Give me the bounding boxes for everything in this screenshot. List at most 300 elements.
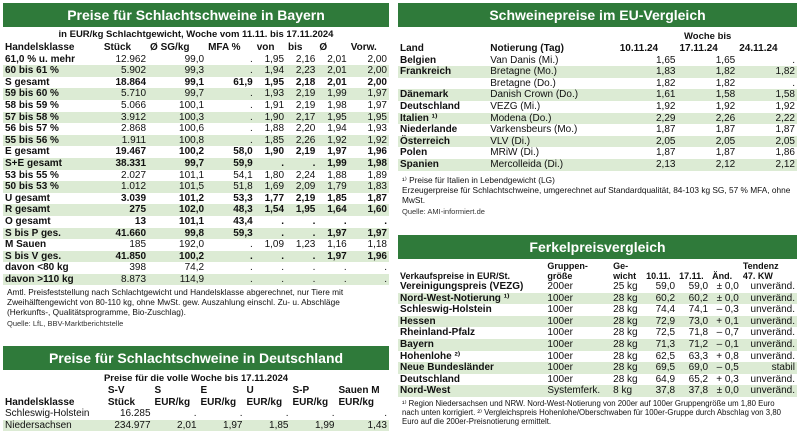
table-cell: 51,8 xyxy=(233,181,253,193)
table-cell: . xyxy=(193,408,197,420)
table-cell: 1,79 xyxy=(327,181,347,193)
column-header: S-V xyxy=(107,385,125,397)
table-row xyxy=(3,408,389,420)
table-cell: 74,2 xyxy=(184,262,205,274)
table-cell: 1,96 xyxy=(367,146,387,158)
table-cell: 1,85 xyxy=(269,419,289,431)
table-cell: 100er xyxy=(547,327,573,339)
table-cell: 1,96 xyxy=(367,250,387,262)
table-cell: 2,01 xyxy=(327,76,347,88)
column-header: Verkaufspreise in EUR/St. xyxy=(400,271,511,281)
table-cell: 1,82 xyxy=(656,77,676,89)
table-cell: unveränd. xyxy=(750,350,795,362)
table-row xyxy=(3,251,389,263)
table-row xyxy=(398,351,797,363)
table-cell: 2,01 xyxy=(327,65,347,77)
table-cell: . xyxy=(312,227,316,239)
table-cell: 1,85 xyxy=(327,192,347,204)
table-row xyxy=(398,385,797,397)
table-cell: . xyxy=(384,273,387,285)
table-cell: 71,3 xyxy=(655,339,676,351)
table-cell: 59,0 xyxy=(688,281,709,293)
ferkel-panel xyxy=(398,235,797,436)
table-cell: 1,97 xyxy=(367,227,387,239)
bayern-subtitle: in EUR/kg Schlachtgewicht, Woche vom 11.11. bis 17.11.2024 xyxy=(58,29,334,40)
table-cell: 69,5 xyxy=(655,362,676,374)
table-cell: 101,1 xyxy=(179,169,205,181)
ferkel-title: Ferkelpreisvergleich xyxy=(398,235,797,259)
column-header: Ø xyxy=(319,42,328,54)
table-cell: 1,95 xyxy=(264,76,285,88)
table-cell: 99,3 xyxy=(184,65,205,77)
table-cell: 2,29 xyxy=(656,112,676,124)
eu-note-1: ¹⁾ Preise für Italien in Lebendgewicht (LG) xyxy=(402,174,555,185)
table-cell: 1,87 xyxy=(656,124,676,136)
table-cell: 1,97 xyxy=(327,227,347,239)
table-row xyxy=(398,159,797,171)
table-cell: 8 kg xyxy=(613,385,633,397)
table-cell: unveränd. xyxy=(750,327,795,339)
table-row xyxy=(398,113,797,125)
table-cell: 53 bis 55 % xyxy=(5,169,59,181)
table-cell: 2,22 xyxy=(775,112,795,124)
column-header: Ø SG/kg xyxy=(150,42,190,54)
column-header: EUR/kg xyxy=(246,396,283,408)
table-cell: 2,24 xyxy=(295,169,316,181)
table-cell: . xyxy=(239,408,243,420)
table-cell: 1.012 xyxy=(121,181,147,193)
table-cell: . xyxy=(312,262,316,274)
table-row xyxy=(3,65,389,77)
table-cell: Schleswig-Holstein xyxy=(5,408,90,420)
table-cell: 2,23 xyxy=(295,65,316,77)
column-header: 10.11.24 xyxy=(619,43,659,55)
table-cell: 1,99 xyxy=(327,158,347,170)
table-cell: 99,1 xyxy=(184,76,205,88)
table-row xyxy=(398,316,797,328)
table-cell: 1,95 xyxy=(367,111,387,123)
table-cell: 275 xyxy=(129,204,147,216)
table-cell: 2,18 xyxy=(295,76,316,88)
table-cell: 100,8 xyxy=(179,134,205,146)
table-cell: 13 xyxy=(134,216,147,227)
table-cell: 1,87 xyxy=(715,147,736,159)
table-cell: 1,65 xyxy=(715,54,736,66)
table-cell: 5.710 xyxy=(121,88,147,100)
table-cell: 1,90 xyxy=(264,146,285,158)
table-cell: 28 kg xyxy=(613,292,638,304)
table-cell: + 0,3 xyxy=(716,373,739,385)
table-cell: 72,5 xyxy=(655,327,676,339)
column-header: S-P xyxy=(292,385,310,397)
table-cell: 59 bis 60 % xyxy=(5,88,59,100)
table-cell: 2,05 xyxy=(775,135,795,147)
table-cell: 3.039 xyxy=(121,192,147,204)
table-cell: davon >110 kg xyxy=(5,273,74,285)
table-cell: 60 bis 61 % xyxy=(5,65,59,77)
table-cell: 100er xyxy=(547,315,573,327)
table-cell: Frankreich xyxy=(400,66,452,78)
table-cell: 2,19 xyxy=(295,146,316,158)
table-cell: 73,0 xyxy=(688,315,709,327)
table-cell: 57 bis 58 % xyxy=(5,111,59,123)
table-cell: 2,01 xyxy=(327,53,347,65)
table-cell: – 0,3 xyxy=(716,304,739,316)
eu-title: Schweinepreise im EU-Vergleich xyxy=(398,3,797,27)
table-cell: 2,05 xyxy=(715,135,736,147)
table-cell: + 0,8 xyxy=(716,350,739,362)
table-cell: 2,00 xyxy=(367,53,387,65)
column-header: Stück xyxy=(107,396,136,408)
table-row xyxy=(3,123,389,135)
table-cell: . xyxy=(331,408,335,420)
eu-panel xyxy=(398,3,797,225)
table-row xyxy=(3,88,389,100)
table-cell: . xyxy=(249,65,253,77)
table-cell: 1,82 xyxy=(715,77,736,89)
column-header: EUR/kg xyxy=(154,396,191,408)
table-cell: 1,86 xyxy=(775,147,795,159)
table-row xyxy=(398,78,797,90)
column-header: EUR/kg xyxy=(338,396,375,408)
table-cell: 2.868 xyxy=(121,123,147,135)
table-cell: unveränd. xyxy=(750,339,795,351)
table-cell: 1,23 xyxy=(295,239,316,251)
table-cell: . xyxy=(792,77,795,89)
table-cell: 101,2 xyxy=(179,192,205,204)
column-header xyxy=(3,385,106,397)
table-cell: 19.467 xyxy=(115,146,147,158)
column-header: 10.11. xyxy=(646,271,671,281)
table-cell: 2,00 xyxy=(367,65,387,77)
table-cell: Danish Crown (Do.) xyxy=(490,89,579,101)
table-cell: 100,6 xyxy=(179,123,205,135)
table-cell: 2.027 xyxy=(121,169,147,181)
table-cell: 28 kg xyxy=(613,304,638,316)
table-cell: . xyxy=(281,273,285,285)
table-cell: 1,95 xyxy=(327,111,347,123)
table-cell: 1,87 xyxy=(656,147,676,159)
table-cell: unveränd. xyxy=(750,373,795,385)
table-cell: . xyxy=(249,250,253,262)
table-cell: 100er xyxy=(547,304,573,316)
table-row xyxy=(3,216,389,228)
table-cell: unveränd. xyxy=(750,315,795,327)
table-cell: 102,0 xyxy=(179,204,205,216)
table-cell: ± 0,0 xyxy=(716,385,739,397)
table-cell: 60,2 xyxy=(655,292,676,304)
table-cell: 59,9 xyxy=(233,158,253,170)
table-cell: Hessen xyxy=(400,315,436,327)
table-cell: – 0,5 xyxy=(716,362,739,374)
table-cell: 100er xyxy=(547,362,573,374)
table-cell: 1,85 xyxy=(264,134,285,146)
table-cell: 1,97 xyxy=(327,250,347,262)
table-cell: 1,93 xyxy=(264,88,285,100)
table-cell: . xyxy=(343,273,347,285)
table-cell: 61,9 xyxy=(233,76,253,88)
table-cell: 101,5 xyxy=(179,181,205,193)
table-cell: MRiW (Di.) xyxy=(490,147,540,159)
table-cell: 8.873 xyxy=(121,273,147,285)
eu-note-2: Erzeugerpreise für Schlachtschweine, umgerechnet auf Standardqualität, 84-103 kg SG, 57 % MFA, ohne MwSt. xyxy=(402,184,791,205)
table-cell: 58 bis 59 % xyxy=(5,100,59,112)
table-row xyxy=(3,158,389,170)
column-header: von xyxy=(256,42,275,54)
table-row xyxy=(398,374,797,386)
column-header: Stück xyxy=(103,42,132,54)
column-header: Vorw. xyxy=(350,42,377,54)
table-cell: 62,5 xyxy=(655,350,676,362)
table-cell: 56 bis 57 % xyxy=(5,123,59,135)
column-header: bis xyxy=(288,42,303,54)
table-cell: 1,83 xyxy=(656,66,676,78)
table-row xyxy=(3,228,389,240)
table-cell: 58,0 xyxy=(233,146,253,158)
table-cell: Polen xyxy=(400,147,428,159)
table-cell: 1,09 xyxy=(264,239,285,251)
table-cell: 1,95 xyxy=(264,53,285,65)
table-cell: 28 kg xyxy=(613,373,638,385)
table-cell: Varkensbeurs (Mo.) xyxy=(490,124,578,136)
table-cell: 2,09 xyxy=(295,181,316,193)
table-cell: 101,1 xyxy=(179,216,205,227)
table-cell: Dänemark xyxy=(400,89,449,101)
table-cell: 185 xyxy=(129,239,147,251)
table-cell: U gesamt xyxy=(5,192,51,204)
table-cell: 69,0 xyxy=(688,362,709,374)
table-cell: . xyxy=(281,158,285,170)
bayern-panel xyxy=(3,3,389,337)
table-cell: . xyxy=(384,216,387,227)
table-row xyxy=(3,262,389,274)
table-cell: 28 kg xyxy=(613,315,638,327)
ferkel-note: ¹⁾ Region Niedersachsen und NRW. Nord-West-Notierung von 200er auf 100er Gruppengröße um 1,80 Euro nach unten korrigiert. ²⁾ Vergleichspreis Hohenlohe/Oberschwaben für 100er-Gruppe durch Abschlag von 3,80 Euro auf die 200er-Preisnotierung ermittelt. xyxy=(402,398,781,426)
table-cell: 25 kg xyxy=(613,281,638,293)
table-cell: 1,64 xyxy=(327,204,347,216)
table-row xyxy=(3,77,389,89)
table-cell: 100,1 xyxy=(179,100,205,112)
table-row xyxy=(398,89,797,101)
table-cell: 2,20 xyxy=(295,123,316,135)
table-cell: 2,17 xyxy=(295,111,316,123)
table-cell: 2,00 xyxy=(367,76,387,88)
table-cell: 3.912 xyxy=(121,111,147,123)
table-cell: 1,99 xyxy=(315,419,335,431)
table-cell: Van Danis (Mi.) xyxy=(490,54,559,66)
table-cell: Bayern xyxy=(400,339,434,351)
table-cell: 72,9 xyxy=(655,315,676,327)
column-header: Notierung (Tag) xyxy=(490,43,564,55)
table-cell: 74,4 xyxy=(655,304,676,316)
table-cell: 1,92 xyxy=(656,101,676,113)
table-cell: Belgien xyxy=(400,54,437,66)
table-cell: 1,91 xyxy=(264,100,285,112)
bayern-note: Amtl. Preisfeststellung nach Schlachtgewicht und Handelsklasse abgerechnet, nur Tiere mit Zweihälftengewicht von 80-110 kg, ohne MwSt. gew. Auszahlung einschl. Zu- u. Abschläge (Herkunfts-, Qualitätsprogramme, Bio-Zuschlag). xyxy=(7,287,344,318)
table-cell: 1,98 xyxy=(327,100,347,112)
table-cell: unveränd. xyxy=(750,281,795,293)
table-cell: Modena (Do.) xyxy=(490,112,552,124)
column-header: 17.11.24 xyxy=(679,43,718,55)
table-cell: 1.911 xyxy=(121,134,147,146)
table-cell: 2,19 xyxy=(295,100,316,112)
table-cell: . xyxy=(384,262,387,274)
table-cell: 5.066 xyxy=(121,100,147,112)
table-cell: 63,3 xyxy=(688,350,709,362)
column-header: EUR/kg xyxy=(292,396,329,408)
table-cell: 55 bis 56 % xyxy=(5,134,59,146)
table-cell: ± 0,0 xyxy=(716,281,739,293)
table-cell: 1,92 xyxy=(775,101,795,113)
table-cell: 61,0 % u. mehr xyxy=(5,53,76,65)
table-row xyxy=(3,181,389,193)
table-cell: . xyxy=(249,134,253,146)
table-row xyxy=(3,274,389,286)
table-cell: Deutschland xyxy=(400,373,461,385)
table-cell: E gesamt xyxy=(5,146,50,158)
table-cell: 28 kg xyxy=(613,339,638,351)
table-cell: . xyxy=(249,100,253,112)
column-header: U xyxy=(246,385,254,397)
table-cell: 1,94 xyxy=(264,65,285,77)
column-header: Handelsklasse xyxy=(5,396,75,408)
table-cell: Österreich xyxy=(400,135,451,147)
column-header: Tendenz 47. KW xyxy=(742,261,779,281)
table-cell: . xyxy=(281,227,285,239)
table-cell: 60,2 xyxy=(688,292,709,304)
table-cell: Deutschland xyxy=(400,101,461,113)
table-cell: 50 bis 53 % xyxy=(5,181,59,193)
table-cell: davon <80 kg xyxy=(5,262,69,274)
column-header: S xyxy=(154,385,162,397)
table-cell: . xyxy=(312,273,316,285)
table-cell: Nord-West-Notierung ¹⁾ xyxy=(400,292,510,304)
table-cell: S gesamt xyxy=(5,76,50,88)
table-cell: 100,2 xyxy=(179,146,205,158)
table-cell: Mercolleida (Di.) xyxy=(490,159,564,171)
table-row xyxy=(3,239,389,251)
table-cell: O gesamt xyxy=(5,216,51,227)
table-cell: 1,60 xyxy=(367,204,387,216)
table-cell: 1,83 xyxy=(367,181,387,193)
table-cell: Bretagne (Do.) xyxy=(490,77,556,89)
table-cell: Italien ¹⁾ xyxy=(400,112,438,124)
table-cell: 71,8 xyxy=(688,327,709,339)
table-cell: stabil xyxy=(771,362,795,374)
table-row xyxy=(398,55,797,67)
table-cell: Nord-West xyxy=(400,385,451,397)
table-cell: . xyxy=(281,262,285,274)
table-cell: 74,1 xyxy=(688,304,709,316)
table-cell: 1,43 xyxy=(367,419,387,431)
table-cell: 53,3 xyxy=(233,192,253,204)
table-cell: 41.660 xyxy=(115,227,147,239)
table-cell: . xyxy=(285,408,289,420)
column-header: Änd. xyxy=(712,271,733,281)
table-row xyxy=(3,54,389,66)
column-header: Land xyxy=(400,43,424,55)
table-cell: 2,01 xyxy=(177,419,197,431)
table-cell: 1,54 xyxy=(264,204,285,216)
column-header: E xyxy=(200,385,208,397)
table-row xyxy=(398,124,797,136)
table-cell: 1,69 xyxy=(264,181,285,193)
table-cell: Niederlande xyxy=(400,124,458,136)
table-row xyxy=(3,146,389,158)
table-cell: . xyxy=(249,88,253,100)
table-cell: 100,3 xyxy=(179,111,205,123)
table-cell: 59,0 xyxy=(655,281,676,293)
table-row xyxy=(398,147,797,159)
table-cell: ± 0,0 xyxy=(716,292,739,304)
table-cell: Vereinigungspreis (VEZG) xyxy=(400,281,524,293)
table-cell: 99,7 xyxy=(184,158,205,170)
column-header: 17.11. xyxy=(679,271,704,281)
table-cell: 1,61 xyxy=(656,89,676,101)
table-cell: 1,92 xyxy=(327,134,347,146)
column-header: Gruppen- größe xyxy=(547,261,588,281)
table-cell: 28 kg xyxy=(613,362,638,374)
table-cell: . xyxy=(249,111,253,123)
table-cell: VLV (Di.) xyxy=(490,135,531,147)
table-cell: 200er xyxy=(547,281,573,293)
table-cell: Bretagne (Mo.) xyxy=(490,66,557,78)
table-cell: 1,97 xyxy=(367,88,387,100)
table-cell: M Sauen xyxy=(5,239,47,251)
table-cell: 2,19 xyxy=(295,88,316,100)
table-cell: 2,26 xyxy=(715,112,736,124)
table-cell: 64,9 xyxy=(655,373,676,385)
table-cell: 37,8 xyxy=(655,385,676,397)
bayern-title: Preise für Schlachtschweine in Bayern xyxy=(3,3,389,27)
table-cell: unveränd. xyxy=(750,292,795,304)
table-cell: 1,97 xyxy=(367,100,387,112)
table-cell: 43,4 xyxy=(233,216,253,227)
table-cell: 1,82 xyxy=(775,66,795,78)
eu-source: Quelle: AMI-informiert.de xyxy=(402,206,485,216)
column-header: 24.11.24 xyxy=(739,43,778,55)
table-cell: unveränd. xyxy=(750,385,795,397)
table-cell: . xyxy=(343,216,347,227)
table-cell: 1,87 xyxy=(775,124,795,136)
table-cell: Spanien xyxy=(400,159,439,171)
table-cell: . xyxy=(792,54,795,66)
table-cell: 99,8 xyxy=(184,227,205,239)
table-row xyxy=(3,112,389,124)
table-cell: Hohenlohe ²⁾ xyxy=(400,350,461,362)
table-cell: 2,19 xyxy=(295,192,316,204)
table-cell: – 0,1 xyxy=(716,339,739,351)
table-cell: 59,3 xyxy=(233,227,253,239)
table-cell: . xyxy=(312,216,316,227)
table-cell: . xyxy=(312,158,316,170)
table-cell: . xyxy=(249,123,253,135)
table-cell: 114,9 xyxy=(179,273,205,285)
eu-woche: Woche bis xyxy=(684,31,732,42)
table-cell: 1,97 xyxy=(327,146,347,158)
table-row xyxy=(3,170,389,182)
table-cell: 100,2 xyxy=(179,250,205,262)
table-cell: VEZG (Mi.) xyxy=(490,101,541,113)
bayern-table xyxy=(3,42,389,285)
column-header: Handelsklasse xyxy=(5,42,75,54)
table-row xyxy=(398,66,797,78)
table-cell: 1,94 xyxy=(327,123,347,135)
table-cell: + 0,1 xyxy=(716,315,739,327)
table-cell: 398 xyxy=(129,262,147,274)
table-cell: 38.331 xyxy=(115,158,147,170)
table-cell: 1,88 xyxy=(264,123,285,135)
